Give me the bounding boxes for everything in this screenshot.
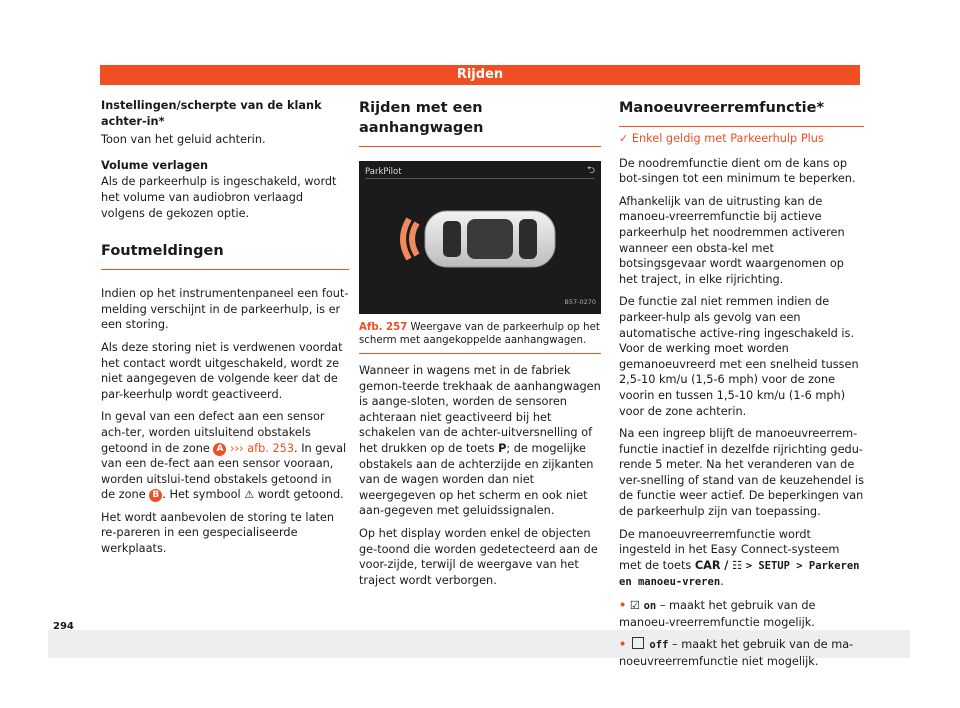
screen-title: ParkPilot bbox=[365, 167, 402, 177]
bullet-off: • off – maakt het gebruik van de ma-noeuvreerremfunctie niet mogelijk. bbox=[619, 638, 854, 668]
bullet-dot: • bbox=[619, 638, 627, 652]
section-title-foutmeldingen: Foutmeldingen bbox=[101, 243, 224, 260]
paragraph: Na een ingreep blijft de manoeuvreerrem-functie inactief in dezelfde rijrichting gedu-rende 5 meter. Na het veranderen van de ver-snelling of stand van de keuzehendel is de functie weer actief. De beperkingen van de parkeerhulp zijn van toepassing. bbox=[619, 427, 864, 519]
rear-sensor-arc-outer bbox=[403, 219, 409, 259]
heading-rear-sound: Instellingen/scherpte van de klank achter-in* bbox=[101, 99, 322, 128]
caption-text: Weergave van de parkeerhulp op het scherm met aangekoppelde aanhangwagen. bbox=[359, 322, 600, 346]
figure-caption bbox=[359, 314, 601, 354]
checked-box-icon: ☑ bbox=[629, 599, 640, 613]
warning-triangle-icon: ⚠ bbox=[244, 488, 255, 502]
zone-b-badge: B bbox=[149, 489, 162, 502]
car-roof-glass bbox=[467, 219, 513, 259]
menu-path: > SETUP > Parkeren en manoeu-vreren bbox=[619, 559, 860, 589]
validity-note: ✓ Enkel geldig met Parkeerhulp Plus bbox=[619, 132, 824, 145]
car-key-icon: CAR bbox=[694, 558, 721, 572]
section-header bbox=[619, 98, 864, 127]
column-middle bbox=[359, 98, 601, 595]
section-title-manoeuvreerrem: Manoeuvreerremfunctie* bbox=[619, 100, 825, 116]
paragraph-easy-connect: De manoeuvreerremfunctie wordt ingesteld in het Easy Connect-systeem met de toets CAR / ☷ > SETUP > Parkeren en manoeu-vreren. bbox=[619, 527, 860, 589]
parking-key-icon: P bbox=[498, 441, 507, 455]
paragraph-sensor-defect: In geval van een defect aan een sensor ach-ter, worden uitsluitend obstakels getoond in de zone A ››› afb. 253. In geval van een de-fect aan een sensor vooraan, worden uitslui-tend obstakels getoond in de zone B . Het symbool ⚠ wordt getoond. bbox=[101, 410, 347, 502]
paragraph: De functie zal niet remmen indien de parkeer-hulp als gevolg van een automatische active-ring ingeschakeld is. Voor de werking moet worden gemanoeuvreerd met een snelheid tussen 2,5-10 km/u (1,5-6 mph) voor de zone voorin en tussen 1,5-10 km/u (1-6 mph) voor de zone achterin. bbox=[619, 295, 859, 418]
section-header bbox=[359, 98, 601, 147]
back-arrow-icon: ⮌ bbox=[586, 165, 595, 176]
ref-arrows: ››› bbox=[230, 441, 244, 455]
figure-reference-link[interactable]: afb. 253 bbox=[247, 441, 295, 455]
column-left bbox=[101, 98, 349, 564]
bullet-dot: • bbox=[619, 599, 627, 613]
rear-sensor-arc-inner bbox=[412, 223, 417, 255]
heading-volume: Volume verlagen bbox=[101, 158, 209, 172]
check-icon: ✓ bbox=[619, 132, 629, 145]
caption-label: Afb. 257 bbox=[359, 322, 408, 333]
paragraph: Als de parkeerhulp is ingeschakeld, wordt het volume van audiobron verlaagd volgens de gekozen optie. bbox=[101, 175, 337, 220]
paragraph-trailer: Wanneer in wagens met in de fabriek gemon-teerde trekhaak de aanhangwagen is aange-sloten, worden de sensoren achteraan niet geactiveerd bij het schakelen van de achter-uitversnelling of het drukken op de toets P; de mogelijke obstakels aan de achterzijde en zijkanten van de wagen worden dan niet weergegeven op het scherm en ook niet aan-gegeven met geluidssignalen. bbox=[359, 364, 601, 518]
car-topview-graphic bbox=[359, 161, 601, 314]
paragraph: Indien op het instrumentenpaneel een fout-melding verschijnt in de parkeerhulp, is er een storing. bbox=[101, 287, 349, 332]
paragraph: De noodremfunctie dient om de kans op bot-singen tot een minimum te beperken. bbox=[619, 156, 856, 186]
menu-icon: ☷ bbox=[731, 558, 743, 572]
paragraph: Het wordt aanbevolen de storing te laten re-pareren in een gespecialiseerde werkplaats. bbox=[101, 510, 335, 556]
chapter-header: Rijden bbox=[100, 65, 860, 85]
paragraph: Als deze storing niet is verdwenen voordat het contact wordt uitgeschakeld, wordt ze niet aangegeven de volgende keer dat de par-keerhulp wordt geactiveerd. bbox=[101, 340, 343, 401]
section-title-aanhangwagen: Rijden met een aanhangwagen bbox=[359, 100, 484, 136]
paragraph: Toon van het geluid achterin. bbox=[101, 133, 266, 147]
column-right bbox=[619, 98, 864, 676]
figure-code: B57-0270 bbox=[564, 298, 596, 307]
paragraph: Afhankelijk van de uitrusting kan de manoeu-vreerremfunctie bij actieve parkeerhulp het noodremmen activeren wanneer een obsta-kel met botsingsgevaar wordt waargenomen op het traject, in elke rijrichting. bbox=[619, 194, 845, 286]
parkpilot-figure bbox=[359, 161, 601, 314]
car-windshield bbox=[519, 219, 537, 259]
page-number: 294 bbox=[53, 621, 74, 632]
paragraph: Op het display worden enkel de objecten ge-toond die worden gedetecteerd aan de voor-zijde, terwijl de weergave van het traject wordt verborgen. bbox=[359, 526, 598, 587]
car-rear-window bbox=[443, 221, 461, 257]
zone-a-badge: A bbox=[213, 443, 226, 456]
bullet-on: • ☑ on – maakt het gebruik van de manoeu-vreerremfunctie mogelijk. bbox=[619, 599, 816, 629]
unchecked-box-icon bbox=[632, 637, 644, 649]
section-header bbox=[101, 241, 349, 270]
